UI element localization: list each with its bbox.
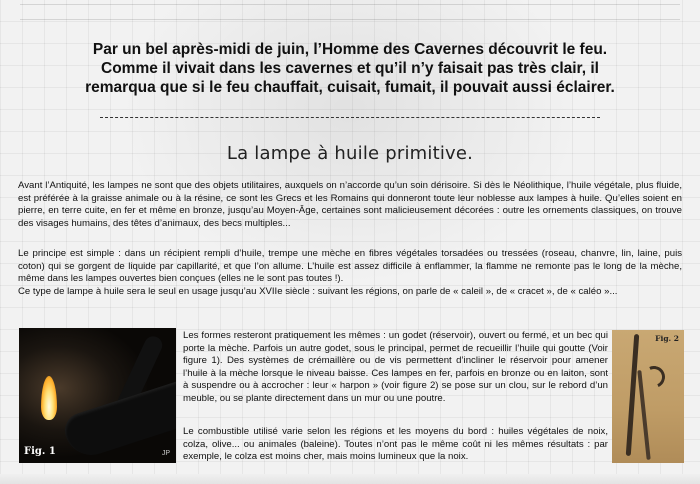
paragraph-principle-text: Le principe est simple : dans un récipient rempli d’huile, trempe une mèche en fibres végétales torsadées ou tressées (roseau, chanvre, lin, laine, puis coton) qui se gorgent de liquide par capillarité, et que l’on allume. L’huile est assez difficile à enflammer, la flamme ne remonte pas le long de la mèche, même dans les lampes ouvertes bien conçues (elles ne le sont pas toutes !). xyxy=(18,248,682,285)
figure-2-harpoon-photo xyxy=(612,330,684,463)
section-title: La lampe à huile primitive. xyxy=(226,143,474,164)
flame-icon xyxy=(41,376,57,420)
intro-line-2: Comme il vivait dans les cavernes et qu’il n’y faisait pas très clair, il xyxy=(101,60,599,77)
intro-line-1: Par un bel après-midi de juin, l’Homme des Cavernes découvrit le feu. xyxy=(92,41,608,58)
figure-2-label: Fig. 2 xyxy=(655,334,679,343)
paragraph-fuel: Le combustible utilisé varie selon les régions et les moyens du bord : huiles végétales de noix, colza, olive... ou animales (baleine). Toutes n’ont pas le même coût ni les mêmes résultats : par exemple, le colza est moins cher, mais moins lumineux que la noix. xyxy=(183,426,608,463)
intro-line-3: remarqua que si le feu chauffait, cuisait, fumait, il pouvait aussi éclairer. xyxy=(85,79,615,96)
harpoon-hook-icon xyxy=(640,363,668,391)
paragraph-antiquity: Avant l’Antiquité, les lampes ne sont que des objets utilitaires, auxquels on n’accorde qu’un soin dérisoire. Si dès le Néolithique, l’huile végétale, plus fluide, est préférée à la graisse animale ou à la résine, ce sont les Grecs et les Romains qui donneront toute leur noblesse aux lampes à huile. Qu’elles soient en pierre, en terre cuite, en fer et même en bronze, jusqu’au Moyen-Âge, certaines sont malicieusement décorées : outre les ornements classiques, on trouve des visages humains, des têtes d’animaux, des becs multiples... xyxy=(18,180,682,229)
intro-heading xyxy=(70,40,630,97)
harpoon-rod xyxy=(626,334,639,456)
lamp-body xyxy=(60,379,176,462)
paragraph-forms: Les formes resteront pratiquement les mêmes : un godet (réservoir), ouvert ou fermé, et un bec qui porte la mèche. Parfois un autre godet, sous le principal, permet de recueillir l’huile qui goutte (Voir figure 1). Des systèmes de crémaillère ou de vis permettent d’incliner le réservoir pour amener l’huile à la mèche lorsque le niveau baisse. Ces lampes en fer, parfois en bronze ou en laiton, sont à suspendre ou à accrocher : leur « harpon » (voir figure 2) se pose sur un clou, sur le rebord d’un meuble, ou se plante directement dans un mur ou une poutre. xyxy=(183,330,608,404)
dashed-divider xyxy=(100,117,600,118)
paragraph-principle xyxy=(18,248,682,298)
paragraph-regions-text: Ce type de lampe à huile sera le seul en usage jusqu’au XVIIe siècle : suivant les régions, on parle de « caleil », de « cracet », de « caléo »... xyxy=(18,285,618,297)
figure-1-label: Fig. 1 xyxy=(24,446,56,457)
bottom-border xyxy=(0,474,700,484)
figure-1-signature: JP xyxy=(161,450,170,457)
figure-1-oil-lamp-photo xyxy=(19,328,176,463)
